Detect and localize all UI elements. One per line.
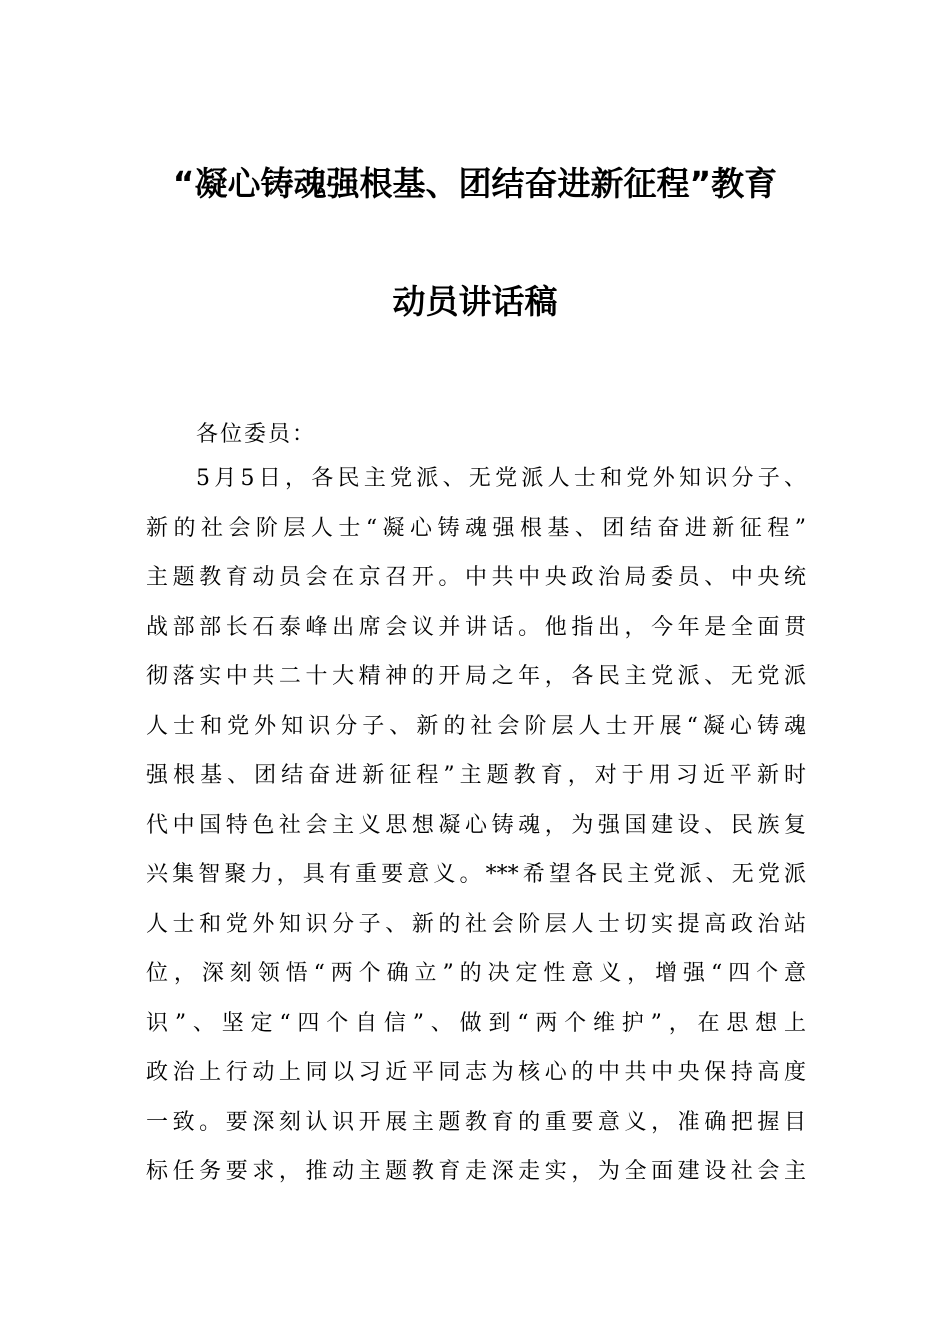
paragraph-line: 人士和党外知识分子、新的社会阶层人士开展“凝心铸魂	[146, 713, 806, 739]
paragraph-line: 人士和党外知识分子、新的社会阶层人士切实提高政治站	[146, 911, 806, 937]
paragraph-line: 强根基、团结奋进新征程”主题教育，对于用习近平新时	[146, 763, 806, 788]
paragraph-line: 彻落实中共二十大精神的开局之年，各民主党派、无党派	[146, 664, 806, 689]
paragraph-line: 主题教育动员会在京召开。中共中央政治局委员、中央统	[146, 565, 806, 590]
paragraph-line: 标任务要求，推动主题教育走深走实，为全面建设社会主	[146, 1159, 806, 1184]
paragraph-line: 位，深刻领悟“两个确立”的决定性意义，增强“四个意	[146, 961, 806, 986]
greeting: 各位委员：	[196, 422, 317, 447]
body-paragraph	[146, 460, 806, 1203]
paragraph-line: 代中国特色社会主义思想凝心铸魂，为强国建设、民族复	[146, 812, 806, 838]
paragraph-line: 新的社会阶层人士“凝心铸魂强根基、团结奋进新征程”	[146, 515, 806, 541]
paragraph-line: 5月5日，各民主党派、无党派人士和党外知识分子、	[196, 466, 806, 491]
document-title-line-2: 动员讲话稿	[392, 282, 558, 321]
paragraph-line: 一致。要深刻认识开展主题教育的重要意义，准确把握目	[146, 1109, 806, 1135]
paragraph-line: 识”、坚定“四个自信”、做到“两个维护”，在思想上	[146, 1010, 806, 1036]
paragraph-line: 战部部长石泰峰出席会议并讲话。他指出，今年是全面贯	[146, 614, 806, 640]
paragraph-line: 政治上行动上同以习近平同志为核心的中共中央保持高度	[146, 1060, 806, 1085]
paragraph-line: 兴集智聚力，具有重要意义。***希望各民主党派、无党派	[146, 862, 806, 887]
document-title-line-1: “凝心铸魂强根基、团结奋进新征程”教育	[172, 164, 778, 203]
